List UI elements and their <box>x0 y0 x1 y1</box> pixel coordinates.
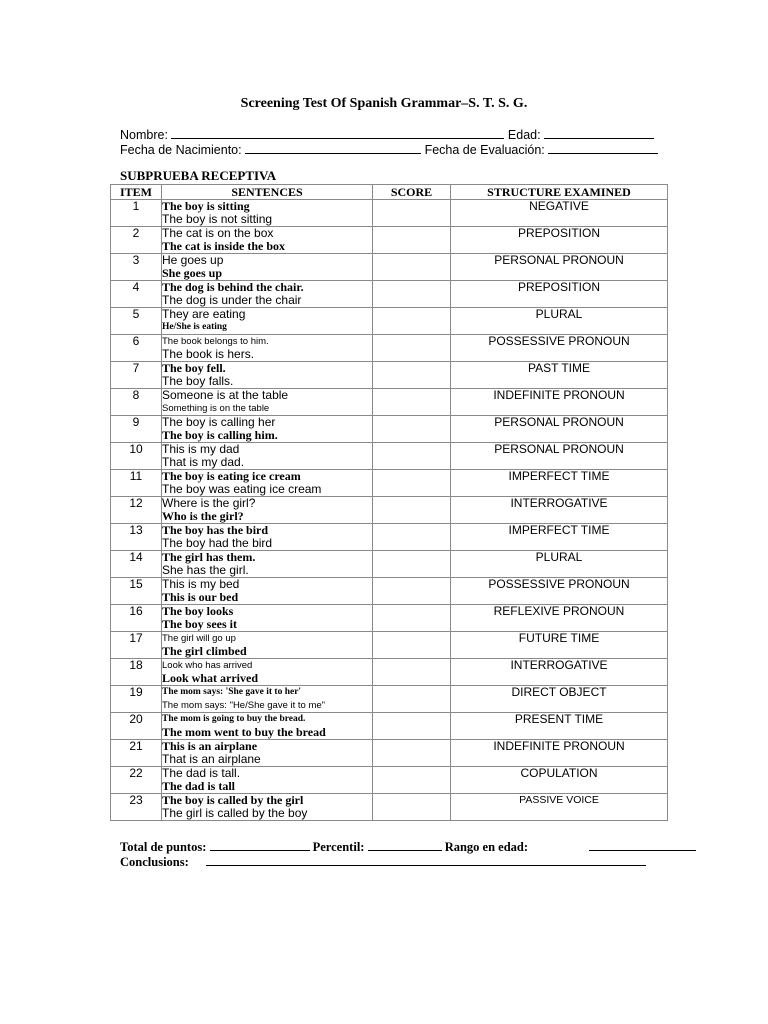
rango-edad-label: Rango en edad: <box>444 840 529 854</box>
edad-label: Edad: <box>507 128 541 142</box>
table-row <box>111 578 668 605</box>
item-number: 4 <box>111 281 162 308</box>
score-cell[interactable] <box>373 740 451 767</box>
structure-examined: PERSONAL PRONOUN <box>451 416 668 443</box>
sentence-option-b: Who is the girl? <box>162 510 244 523</box>
sentence-option-a: They are eating <box>162 308 246 321</box>
sentence-option-a: The girl will go up <box>162 633 236 644</box>
sentence-option-b: The dad is tall <box>162 780 236 793</box>
sentence-option-b: This is our bed <box>162 591 239 604</box>
section-title: SUBPRUEBA RECEPTIVA <box>120 168 277 183</box>
sentence-option-b: The boy sees it <box>162 618 237 631</box>
sentence-option-a: The boy is called by the girl <box>162 794 304 807</box>
sentence-option-a: This is an airplane <box>162 740 258 753</box>
sentences-cell <box>162 335 373 362</box>
sentence-option-a: Where is the girl? <box>162 497 256 510</box>
score-cell[interactable] <box>373 362 451 389</box>
structure-examined: NEGATIVE <box>451 200 668 227</box>
structure-examined: REFLEXIVE PRONOUN <box>451 605 668 632</box>
score-cell[interactable] <box>373 470 451 497</box>
sentence-option-a: The boy fell. <box>162 362 226 375</box>
item-number: 11 <box>111 470 162 497</box>
nombre-field[interactable] <box>171 127 504 139</box>
structure-examined: PRESENT TIME <box>451 713 668 740</box>
sentence-option-a: This is my bed <box>162 578 240 591</box>
sentence-option-b: The girl is called by the boy <box>162 807 308 820</box>
percentil-label: Percentil: <box>312 840 365 854</box>
score-cell[interactable] <box>373 551 451 578</box>
item-number: 8 <box>111 389 162 416</box>
table-row <box>111 497 668 524</box>
table-row <box>111 308 668 335</box>
sentence-option-a: The cat is on the box <box>162 227 274 240</box>
item-number: 10 <box>111 443 162 470</box>
sentence-option-b: The girl climbed <box>162 645 247 658</box>
score-cell[interactable] <box>373 335 451 362</box>
edad-field[interactable] <box>544 127 654 139</box>
table-row <box>111 794 668 821</box>
structure-examined: DIRECT OBJECT <box>451 686 668 713</box>
document-title: Screening Test Of Spanish Grammar–S. T. S. G. <box>240 96 528 111</box>
item-number: 12 <box>111 497 162 524</box>
fecha-nacimiento-label: Fecha de Nacimiento: <box>120 143 242 157</box>
table-row <box>111 524 668 551</box>
item-number: 3 <box>111 254 162 281</box>
sentence-option-a: The dad is tall. <box>162 767 241 780</box>
sentence-option-b: The boy falls. <box>162 375 234 388</box>
sentence-option-a: The boy is eating ice cream <box>162 470 301 483</box>
score-cell[interactable] <box>373 605 451 632</box>
sentence-option-a: He goes up <box>162 254 224 267</box>
sentences-cell <box>162 740 373 767</box>
score-cell[interactable] <box>373 497 451 524</box>
score-cell[interactable] <box>373 659 451 686</box>
sentences-cell <box>162 551 373 578</box>
score-cell[interactable] <box>373 416 451 443</box>
sentence-option-b: The boy had the bird <box>162 537 273 550</box>
header-structure: STRUCTURE EXAMINED <box>451 185 668 200</box>
sentences-cell <box>162 308 373 335</box>
sentence-option-b: The cat is inside the box <box>162 240 286 253</box>
sentences-cell <box>162 794 373 821</box>
grammar-test-table <box>110 184 668 821</box>
item-number: 21 <box>111 740 162 767</box>
structure-examined: PASSIVE VOICE <box>451 794 668 821</box>
sentence-option-a: The boy looks <box>162 605 234 618</box>
sentence-option-b: The mom says: "He/She gave it to me" <box>162 700 326 711</box>
sentences-cell <box>162 686 373 713</box>
sentences-cell <box>162 578 373 605</box>
sentence-option-b: The boy was eating ice cream <box>162 483 322 496</box>
table-row <box>111 443 668 470</box>
item-number: 14 <box>111 551 162 578</box>
sentence-option-b: She has the girl. <box>162 564 249 577</box>
item-number: 20 <box>111 713 162 740</box>
score-cell[interactable] <box>373 281 451 308</box>
sentence-option-b: The dog is under the chair <box>162 294 302 307</box>
table-row <box>111 470 668 497</box>
rango-edad-field[interactable] <box>589 839 696 851</box>
percentil-field[interactable] <box>368 839 442 851</box>
sentences-cell <box>162 200 373 227</box>
sentence-option-a: Look who has arrived <box>162 660 253 671</box>
item-number: 17 <box>111 632 162 659</box>
sentence-option-b: Look what arrived <box>162 672 258 685</box>
nombre-label: Nombre: <box>120 128 168 142</box>
fecha-evaluacion-label: Fecha de Evaluación: <box>424 143 545 157</box>
score-cell[interactable] <box>373 632 451 659</box>
sentence-option-a: The boy is sitting <box>162 200 250 213</box>
structure-examined: PLURAL <box>451 308 668 335</box>
structure-examined: INTERROGATIVE <box>451 497 668 524</box>
table-row <box>111 740 668 767</box>
table-row <box>111 200 668 227</box>
sentence-option-a: The book belongs to him. <box>162 336 269 347</box>
sentence-option-b: The book is hers. <box>162 348 255 361</box>
sentences-cell <box>162 254 373 281</box>
header-item: ITEM <box>111 185 162 200</box>
fecha-nacimiento-field[interactable] <box>245 142 421 154</box>
dates-line <box>120 142 658 157</box>
sentences-cell <box>162 443 373 470</box>
sentence-option-b: Something is on the table <box>162 403 270 414</box>
table-row <box>111 632 668 659</box>
structure-examined: PREPOSITION <box>451 281 668 308</box>
totals-line <box>120 839 696 855</box>
conclusions-label: Conclusions: <box>120 855 189 869</box>
sentence-option-a: The mom says: 'She gave it to her' <box>162 687 302 697</box>
item-number: 2 <box>111 227 162 254</box>
sentences-cell <box>162 632 373 659</box>
item-number: 22 <box>111 767 162 794</box>
table-row <box>111 659 668 686</box>
structure-examined: PREPOSITION <box>451 227 668 254</box>
table-row <box>111 281 668 308</box>
structure-examined: PAST TIME <box>451 362 668 389</box>
item-number: 1 <box>111 200 162 227</box>
table-row <box>111 254 668 281</box>
score-cell[interactable] <box>373 767 451 794</box>
item-number: 15 <box>111 578 162 605</box>
sentence-option-a: This is my dad <box>162 443 240 456</box>
table-row <box>111 362 668 389</box>
sentences-cell <box>162 389 373 416</box>
item-number: 9 <box>111 416 162 443</box>
item-number: 13 <box>111 524 162 551</box>
sentence-option-b: That is my dad. <box>162 456 245 469</box>
item-number: 5 <box>111 308 162 335</box>
sentences-cell <box>162 605 373 632</box>
structure-examined: INDEFINITE PRONOUN <box>451 740 668 767</box>
sentences-cell <box>162 416 373 443</box>
table-row <box>111 686 668 713</box>
score-cell[interactable] <box>373 227 451 254</box>
score-cell[interactable] <box>373 524 451 551</box>
table-row <box>111 389 668 416</box>
table-row <box>111 416 668 443</box>
table-row <box>111 713 668 740</box>
score-cell[interactable] <box>373 200 451 227</box>
score-cell[interactable] <box>373 308 451 335</box>
structure-examined: IMPERFECT TIME <box>451 470 668 497</box>
item-number: 6 <box>111 335 162 362</box>
sentences-cell <box>162 659 373 686</box>
table-row <box>111 605 668 632</box>
item-number: 23 <box>111 794 162 821</box>
table-header-row <box>111 185 668 200</box>
fecha-evaluacion-field[interactable] <box>548 142 658 154</box>
sentences-cell <box>162 497 373 524</box>
sentences-cell <box>162 281 373 308</box>
structure-examined: COPULATION <box>451 767 668 794</box>
table-row <box>111 767 668 794</box>
table-row <box>111 227 668 254</box>
item-number: 19 <box>111 686 162 713</box>
sentence-option-a: The girl has them. <box>162 551 256 564</box>
score-cell[interactable] <box>373 713 451 740</box>
sentences-cell <box>162 524 373 551</box>
sentences-cell <box>162 713 373 740</box>
table-row <box>111 551 668 578</box>
sentences-cell <box>162 767 373 794</box>
header-sentences: SENTENCES <box>162 185 373 200</box>
structure-examined: IMPERFECT TIME <box>451 524 668 551</box>
table-body <box>111 200 668 821</box>
header-score: SCORE <box>373 185 451 200</box>
sentence-option-a: The mom is going to buy the bread. <box>162 714 306 724</box>
item-number: 7 <box>111 362 162 389</box>
sentences-cell <box>162 470 373 497</box>
total-puntos-label: Total de puntos: <box>120 840 207 854</box>
structure-examined: POSSESSIVE PRONOUN <box>451 335 668 362</box>
sentence-option-a: Someone is at the table <box>162 389 289 402</box>
sentence-option-b: The boy is not sitting <box>162 213 273 226</box>
structure-examined: POSSESSIVE PRONOUN <box>451 578 668 605</box>
structure-examined: FUTURE TIME <box>451 632 668 659</box>
item-number: 16 <box>111 605 162 632</box>
structure-examined: INTERROGATIVE <box>451 659 668 686</box>
sentence-option-b: The mom went to buy the bread <box>162 726 326 739</box>
name-age-line <box>120 127 654 142</box>
score-cell[interactable] <box>373 254 451 281</box>
total-puntos-field[interactable] <box>210 839 310 851</box>
structure-examined: PLURAL <box>451 551 668 578</box>
score-cell[interactable] <box>373 578 451 605</box>
item-number: 18 <box>111 659 162 686</box>
score-cell[interactable] <box>373 686 451 713</box>
sentence-option-a: The boy is calling her <box>162 416 276 429</box>
sentence-option-b: That is an airplane <box>162 753 261 766</box>
structure-examined: INDEFINITE PRONOUN <box>451 389 668 416</box>
sentences-cell <box>162 227 373 254</box>
sentence-option-b: The boy is calling him. <box>162 429 278 442</box>
structure-examined: PERSONAL PRONOUN <box>451 443 668 470</box>
score-cell[interactable] <box>373 794 451 821</box>
sentences-cell <box>162 362 373 389</box>
sentence-option-a: The boy has the bird <box>162 524 269 537</box>
structure-examined: PERSONAL PRONOUN <box>451 254 668 281</box>
conclusions-line <box>120 854 646 870</box>
sentence-option-b: She goes up <box>162 267 223 280</box>
sentence-option-b: He/She is eating <box>162 322 227 332</box>
score-cell[interactable] <box>373 443 451 470</box>
conclusions-field[interactable] <box>206 854 646 866</box>
table-row <box>111 335 668 362</box>
sentence-option-a: The dog is behind the chair. <box>162 281 304 294</box>
score-cell[interactable] <box>373 389 451 416</box>
